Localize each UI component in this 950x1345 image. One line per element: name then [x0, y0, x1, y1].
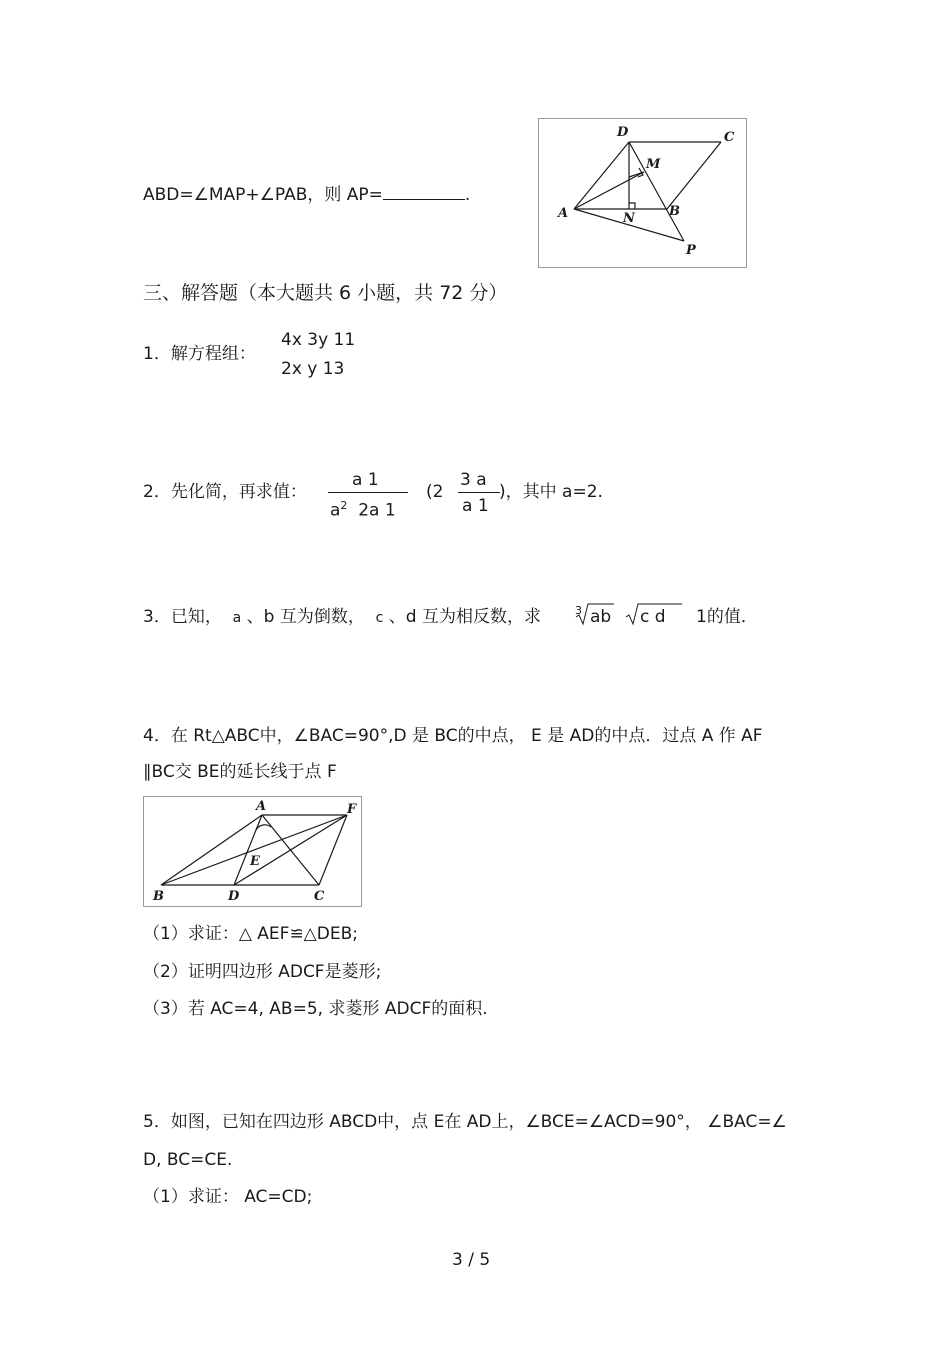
q4-label-e: E	[250, 854, 260, 869]
q4-label-d: D	[228, 889, 240, 904]
q4-label-b: B	[153, 889, 164, 904]
q5-line1: 5．如图，已知在四边形 ABCD中，点 E在 AD上，∠BCE=∠ACD=90°， ∠BAC=∠	[143, 1112, 787, 1132]
label-c: C	[724, 130, 735, 145]
q3-root-index: 3	[575, 604, 582, 617]
q2-frac2-numerator: 3 a	[460, 470, 487, 490]
label-d: D	[617, 125, 629, 140]
partial-question-text: ABD=∠MAP+∠PAB，则 AP=	[143, 185, 383, 205]
q4-label-a: A	[256, 799, 267, 814]
q3-sep2: 、d 互为相反数，求	[388, 607, 541, 627]
figure-top-svg	[539, 119, 746, 267]
q2-frac1-denominator: $a^2$ 2a 1	[330, 499, 396, 521]
q1-number: 1．解方程组：	[143, 344, 256, 364]
q1-equation-1: 4x 3y 11	[281, 330, 356, 350]
q3-sep1: 、b 互为倒数，	[246, 607, 365, 627]
figure-q4-svg	[144, 797, 361, 906]
q3-root2-radicand: c d	[640, 607, 666, 627]
q1-equation-2: 2x y 13	[281, 359, 345, 379]
q3-var-c: c	[375, 610, 384, 626]
q4-sub1: （1）求证：△ AEF≌△DEB;	[143, 924, 358, 944]
q4-label-f: F	[347, 802, 357, 817]
label-m: M	[646, 157, 661, 172]
q2-frac1-numerator: a 1	[352, 470, 379, 490]
q3-root1-radicand: ab	[590, 607, 612, 627]
partial-question-tail: .	[464, 185, 471, 205]
label-b: B	[669, 204, 680, 219]
q3-var-a: a	[232, 610, 242, 626]
section-heading: 三、解答题（本大题共 6 小题，共 72 分）	[143, 282, 508, 304]
label-n: N	[623, 211, 635, 226]
q3-prefix: 3．已知，	[143, 607, 222, 627]
q4-label-c: C	[314, 889, 325, 904]
figure-triangle-abc-rhombus	[143, 796, 362, 907]
q2-prefix: 2．先化简，再求值：	[143, 482, 307, 502]
q5-line2: D, BC=CE.	[143, 1150, 233, 1170]
q4-line1: 4．在 Rt△ABC中，∠BAC=90°,D 是 BC的中点， E 是 AD的中点．过点 A 作 AF	[143, 726, 763, 746]
q2-middle: (2	[426, 482, 444, 502]
q4-line2: ∥BC交 BE的延长线于点 F	[143, 762, 337, 782]
figure-quadrilateral-abcd	[538, 118, 747, 268]
q4-sub3: （3）若 AC=4, AB=5, 求菱形 ADCF的面积.	[143, 999, 488, 1019]
q2-frac1-bar	[328, 492, 408, 493]
q4-sub2: （2）证明四边形 ADCF是菱形;	[143, 962, 382, 982]
label-a: A	[558, 206, 569, 221]
partial-question-line	[143, 183, 470, 205]
page-number: 3 / 5	[452, 1250, 491, 1270]
q3-suffix: 1的值．	[696, 607, 758, 627]
q3-line	[143, 607, 541, 628]
q2-suffix: )，其中 a=2.	[499, 482, 603, 502]
q5-sub1: （1）求证： AC=CD;	[143, 1187, 313, 1207]
label-p: P	[686, 243, 696, 258]
answer-blank[interactable]	[383, 183, 465, 200]
q2-frac2-bar	[458, 492, 500, 493]
q2-frac2-denominator: a 1	[462, 496, 489, 516]
